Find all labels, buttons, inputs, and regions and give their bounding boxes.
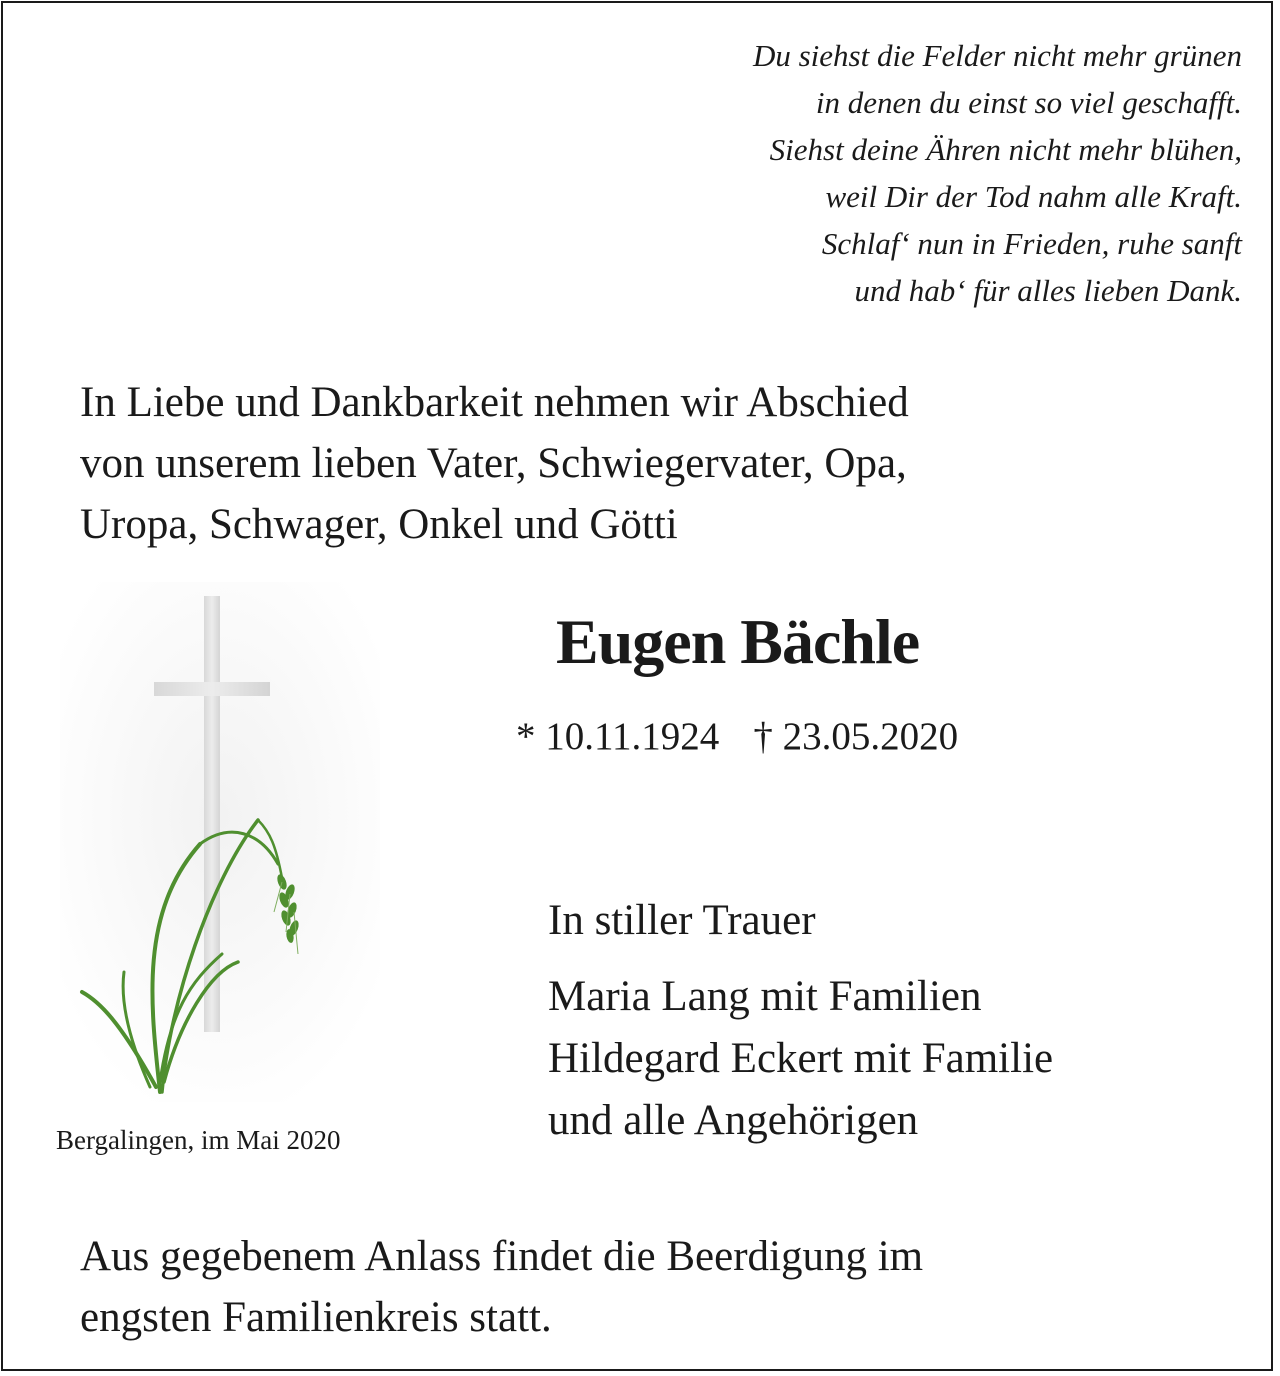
mourner-name: und alle Angehörigen — [548, 1097, 919, 1144]
mourning-heading: In stiller Trauer — [548, 897, 816, 944]
poem-line: Schlaf‘ nun in Frieden, ruhe sanft — [821, 226, 1242, 261]
cross-with-wheat-icon — [60, 582, 380, 1102]
place-date: Bergalingen, im Mai 2020 — [56, 1125, 341, 1155]
intro-line: Uropa, Schwager, Onkel und Götti — [80, 501, 678, 548]
birth-date: * 10.11.1924 — [516, 715, 720, 758]
death-date: † 23.05.2020 — [753, 715, 959, 758]
intro-text — [80, 372, 1200, 555]
intro-line: von unserem lieben Vater, Schwiegervater, Opa, — [80, 440, 907, 487]
funeral-notice — [80, 1226, 1200, 1348]
intro-line: In Liebe und Dankbarkeit nehmen wir Abschied — [80, 379, 909, 426]
poem-line: und hab‘ für alles lieben Dank. — [854, 273, 1242, 308]
funeral-line: Aus gegebenem Anlass findet die Beerdigung im — [80, 1233, 924, 1280]
mourner-name: Maria Lang mit Familien — [548, 973, 982, 1020]
mourners — [548, 890, 1053, 1152]
poem-line: Siehst deine Ähren nicht mehr blühen, — [769, 132, 1242, 167]
poem-line: in denen du einst so viel geschafft. — [815, 85, 1242, 120]
poem-line: Du siehst die Felder nicht mehr grünen — [752, 38, 1242, 73]
life-dates — [516, 710, 958, 764]
poem-line: weil Dir der Tod nahm alle Kraft. — [825, 179, 1242, 214]
funeral-line: engsten Familienkreis statt. — [80, 1294, 552, 1341]
poem — [482, 32, 1242, 314]
mourner-name: Hildegard Eckert mit Familie — [548, 1035, 1054, 1082]
deceased-name: Eugen Bächle — [556, 606, 920, 677]
